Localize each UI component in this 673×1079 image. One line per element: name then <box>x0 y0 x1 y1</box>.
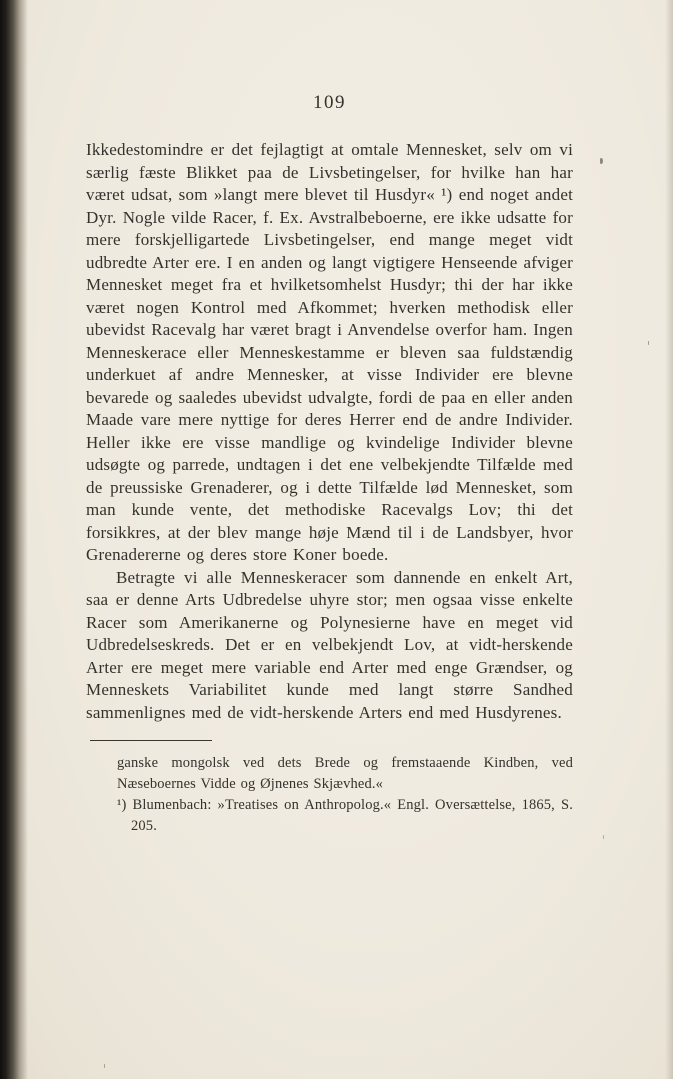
footnote-continuation: ganske mongolsk ved dets Brede og fremstaaende Kindben, ved Næseboernes Vidde og Øjnenes Skjævhed.« <box>117 755 573 792</box>
footnote-1: ¹) Blumenbach: »Treatises on Anthropolog.« Engl. Oversættelse, 1865, S. 205. <box>117 797 573 834</box>
paragraph-2: Betragte vi alle Menneskeracer som dannende en enkelt Art, saa er denne Arts Udbredelse uhyre stor; men ogsaa visse enkelte Racer som Amerikanerne og Polynesierne have en meget vid Udbredelseskreds. Det er en velbekjendt Lov, at vidt-herskende Arter ere meget mere variable end Arter med enge Grændser, og Menneskets Variabilitet kunde med langt større Sandhed sammenlignes med de vidt-herskende Arters end med Husdyrenes. <box>86 567 573 722</box>
footnote-separator <box>90 740 212 741</box>
page-edge-shading <box>665 0 673 1079</box>
binding-shadow <box>0 0 28 1079</box>
page-number: 109 <box>313 92 346 113</box>
footnotes-block <box>117 753 573 837</box>
body-text <box>86 139 573 724</box>
paragraph-1: Ikkedestomindre er det fejlagtigt at omtale Mennesket, selv om vi særlig fæste Blikket paa de Livsbetingelser, for hvilke han har været udsat, som »langt mere blevet til Husdyr« ¹) end noget andet Dyr. Nogle vilde Racer, f. Ex. Avstralbeboerne, ere ikke udsatte for mere forskjelligartede Livsbetingelser, end mange meget vidt udbredte Arter ere. I en anden og langt vigtigere Henseende afviger Mennesket meget fra et hvilketsomhelst Husdyr; thi der har ikke været nogen Kontrol med Afkommet; hverken methodisk eller ubevidst Racevalg har været bragt i Anvendelse overfor ham. Ingen Menneskerace eller Menneskestamme er bleven saa fuldstændig underkuet af andre Mennesker, at visse Individer ere blevne bevarede og saaledes ubevidst udvalgte, fordi de paa en eller anden Maade vare mere nyttige for deres Herrer end de andre Individer. Heller ikke ere visse mandlige og kvindelige Individer blevne udsøgte og parrede, undtagen i det ene velbekjendte Tilfælde med de preussiske Grenaderer, og i dette Tilfælde lød Mennesket, som man kunde vente, det methodiske Racevalgs Lov; thi det forsikkres, at der blev mange høje Mænd til i de Landsbyer, hvor Grenadererne og deres store Koner boede. <box>86 140 573 564</box>
page-content <box>86 92 573 837</box>
scan-dust-specks <box>600 158 603 164</box>
